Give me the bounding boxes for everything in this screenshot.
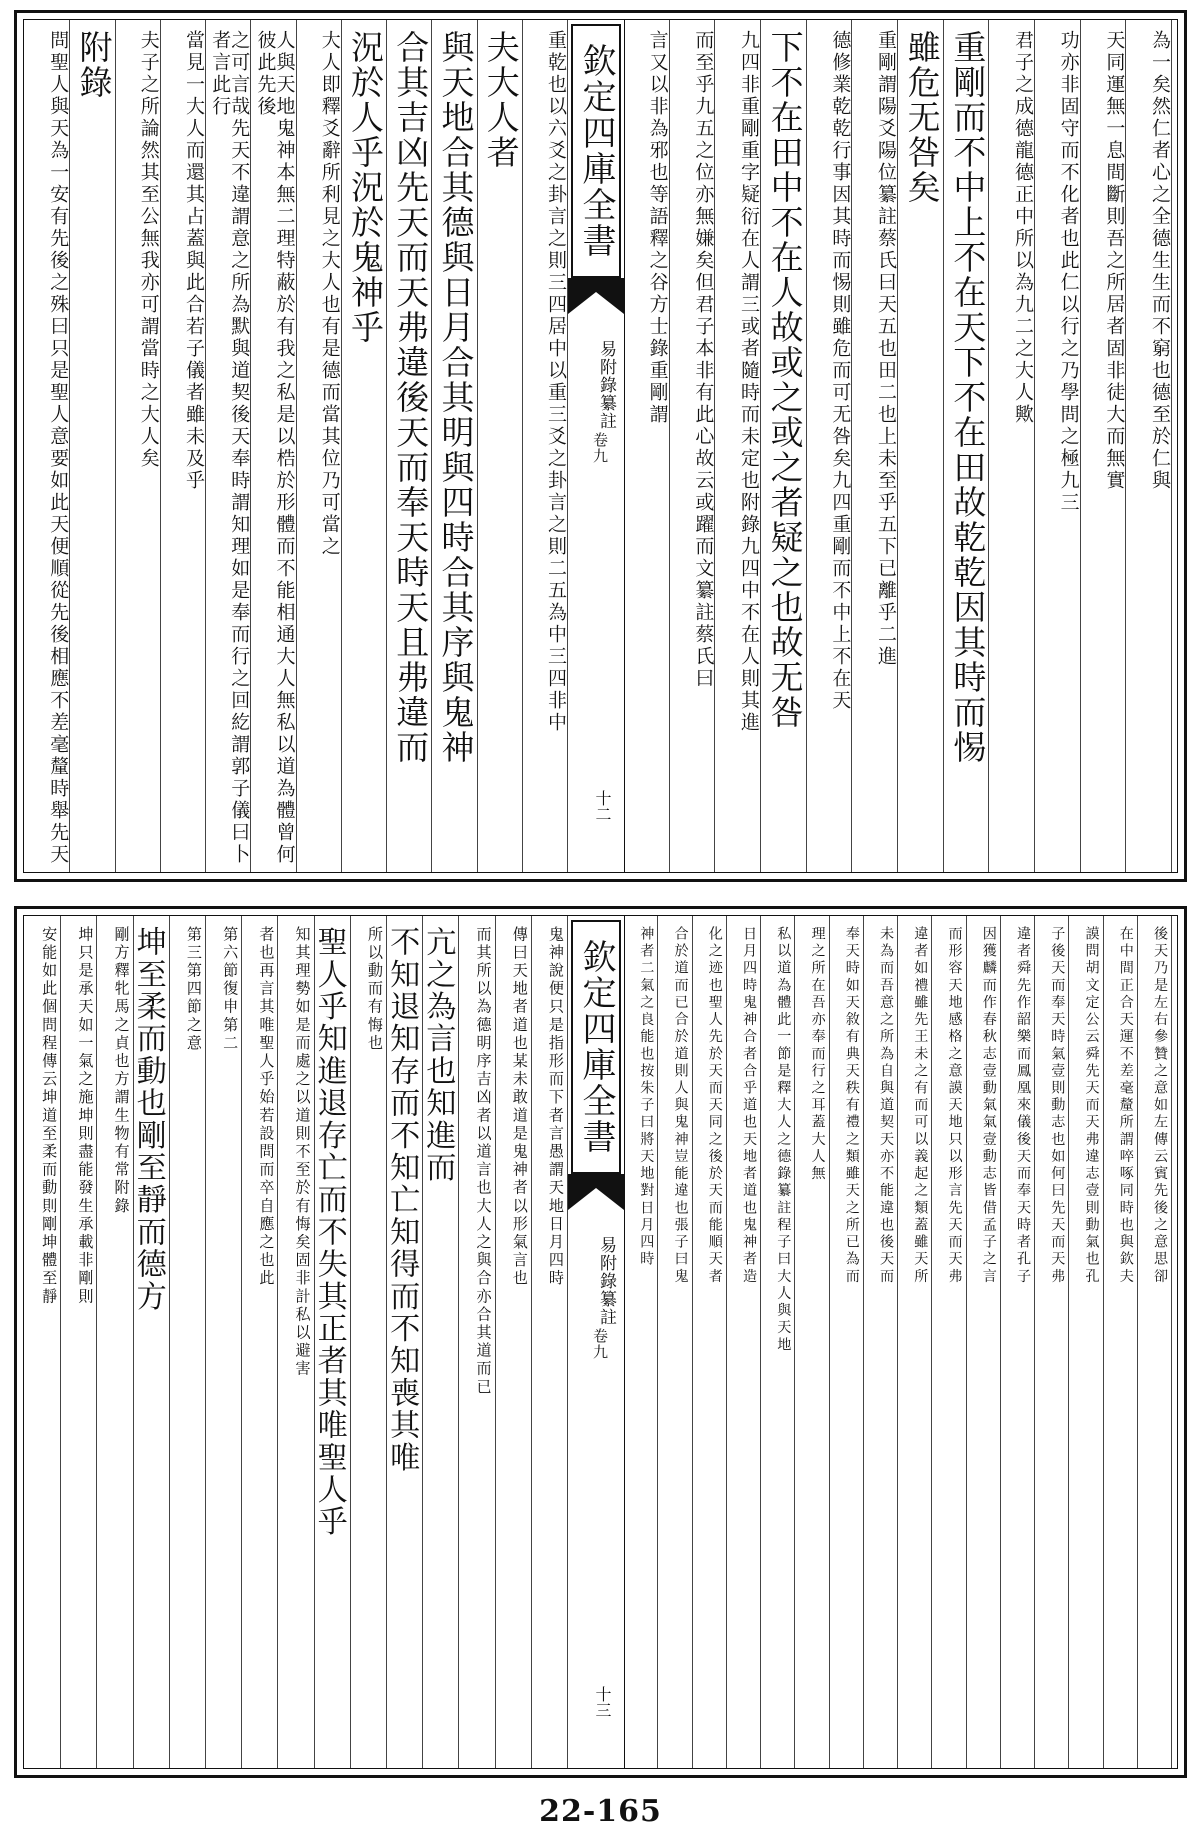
commentary-text: 違者如禮雖先王未之有而可以義起之類蓋雖天所 — [912, 926, 929, 1286]
commentary-column — [250, 20, 296, 872]
main-text-column — [130, 916, 170, 1768]
main-text-column — [386, 20, 432, 872]
commentary-text: 安能如此個問程傳云坤道至柔而動則剛坤體至靜 — [40, 926, 59, 1307]
volume-label: 卷九 — [591, 432, 609, 464]
commentary-text: 謨問胡文定公云舜先天而天弗違志壹則動氣也孔 — [1083, 926, 1100, 1286]
main-text-column — [943, 20, 990, 872]
commentary-column — [1103, 916, 1138, 1768]
top-center-strip — [567, 20, 625, 872]
commentary-text: 傳曰天地者道也某未敢道是鬼神者以形氣言也 — [510, 926, 529, 1288]
main-text: 夫大人者 — [481, 30, 521, 170]
commentary-text: 重剛謂陽爻陽位纂註蔡氏曰天五也田二也上未至乎五下已離乎二進 — [874, 30, 897, 668]
commentary-text: 為一矣然仁者心之全德生生而不窮也德至於仁與 — [1148, 30, 1171, 492]
commentary-column — [760, 916, 795, 1768]
commentary-column — [863, 916, 898, 1768]
commentary-column — [1080, 20, 1127, 872]
commentary-column — [96, 916, 133, 1768]
commentary-text: 第六節復申第二 — [221, 926, 240, 1053]
commentary-column — [531, 916, 568, 1768]
commentary-column — [623, 20, 670, 872]
commentary-column — [1034, 916, 1069, 1768]
commentary-column — [169, 916, 206, 1768]
commentary-text: 合於道而已合於道則人與鬼神豈能違也張子曰鬼 — [672, 926, 689, 1286]
main-text-column — [341, 20, 387, 872]
commentary-text: 九四非重剛重字疑衍在人謂三或者隨時而未定也附錄九四中不在人則其進 — [737, 30, 760, 734]
main-text-column — [69, 20, 115, 872]
commentary-column — [60, 916, 97, 1768]
main-text: 重剛而不中上不在天下不在田故乾乾因其時而惕 — [948, 30, 988, 765]
commentary-text: 在中間正合天運不差毫釐所謂啐啄同時也與欽夫 — [1117, 926, 1134, 1286]
commentary-text: 德修業乾乾行事因其時而惕則雖危而可无咎矣九四重剛而不中上不在天 — [829, 30, 852, 712]
volume-label: 卷九 — [591, 1328, 609, 1360]
commentary-column — [350, 916, 387, 1768]
main-text: 附錄 — [74, 30, 114, 100]
commentary-column — [623, 916, 658, 1768]
commentary-column — [988, 20, 1035, 872]
main-text: 合其吉凶先天而天弗違後天而奉天時天且弗違而 — [391, 30, 431, 765]
commentary-column — [806, 20, 853, 872]
main-text: 下不在田中不在人故或之或之者疑之也故无咎 — [765, 30, 805, 730]
commentary-column — [669, 20, 716, 872]
commentary-column — [1125, 20, 1172, 872]
commentary-column — [277, 916, 314, 1768]
commentary-column — [692, 916, 727, 1768]
commentary-text: 化之迹也聖人先於天而天同之後於天而能順天者 — [706, 926, 723, 1286]
commentary-text: 剛方釋牝馬之貞也方謂生物有常附錄 — [112, 926, 131, 1216]
commentary-column — [1137, 916, 1172, 1768]
bottom-page-frame — [14, 906, 1187, 1778]
commentary-text: 理之所在吾亦奉而行之耳蓋大人無 — [809, 926, 826, 1183]
main-text-column — [897, 20, 944, 872]
commentary-text: 而其所以為德明序吉凶者以道言也大人之與合亦合其道而已 — [474, 926, 493, 1397]
commentary-column — [115, 20, 161, 872]
book-title: 易附錄纂註 — [596, 340, 616, 430]
main-text: 聖人乎知進退存亡而不失其正者其唯聖人乎 — [311, 926, 347, 1538]
commentary-column — [522, 20, 568, 872]
main-text-column — [431, 20, 477, 872]
top-page-frame — [14, 10, 1187, 882]
commentary-text: 違者舜先作韶樂而鳳凰來儀後天而奉天時者孔子 — [1015, 926, 1031, 1286]
commentary-text: 第三第四節之意 — [184, 926, 203, 1053]
commentary-text: 人與天地鬼神本無二理特蔽於有我之私是以梏於形體而不能相通大人無私以道為體曾何彼此先後 — [254, 30, 296, 866]
leaf-number-top: 十二 — [593, 790, 612, 822]
commentary-text: 私以道為體此一節是釋大人之德錄纂註程子曰大人與天地 — [775, 926, 792, 1354]
commentary-column — [1068, 916, 1103, 1768]
main-text: 與天地合其德與日月合其明與四時合其序與鬼神 — [436, 30, 476, 765]
fishtail-ornament-icon — [568, 278, 624, 314]
commentary-column — [205, 916, 242, 1768]
main-text-column — [422, 916, 459, 1768]
main-text-column — [311, 916, 351, 1768]
commentary-column — [657, 916, 692, 1768]
commentary-text: 問聖人與天為一安有先後之殊曰只是聖人意要如此天便順從先後相應不差毫釐時舉先天 — [47, 30, 70, 866]
collection-title: 欽定四庫全書 — [571, 24, 621, 278]
commentary-text: 日月四時鬼神合者合乎道也天地者道也鬼神者造 — [741, 926, 757, 1286]
commentary-text: 君子之成德龍德正中所以為九二之大人歟 — [1011, 30, 1034, 426]
commentary-column — [160, 20, 206, 872]
commentary-text: 因獲麟而作春秋志壹動氣氣壹動志皆借孟子之言 — [980, 926, 997, 1286]
commentary-text: 坤只是承天如一氣之施坤則盡能發生承載非剛則 — [76, 926, 95, 1307]
leaf-number-bottom: 十三 — [593, 1686, 612, 1718]
main-text: 況於人乎況於鬼神乎 — [346, 30, 385, 345]
commentary-text: 奉天時如天敘有典天秩有禮之類雖天之所已為而 — [843, 926, 860, 1286]
commentary-column — [851, 20, 898, 872]
book-title: 易附錄纂註 — [596, 1236, 616, 1326]
top-page-inner-border — [23, 19, 1178, 873]
main-text-column — [477, 20, 523, 872]
commentary-text: 而至乎九五之位亦無嫌矣但君子本非有此心故云或躍而文纂註蔡氏曰 — [692, 30, 715, 690]
commentary-text: 所以動而有悔也 — [365, 926, 384, 1053]
commentary-column — [24, 20, 70, 872]
commentary-text: 天同運無一息間斷則吾之所居者固非徒大而無實 — [1103, 30, 1126, 492]
commentary-text: 後天乃是左右參贊之意如左傳云賓先後之意思卻 — [1152, 926, 1168, 1286]
commentary-text: 重乾也以六爻之卦言之則三四居中以重三爻之卦言之則二五為中三四非中 — [545, 30, 567, 734]
main-text-column — [760, 20, 807, 872]
commentary-column — [24, 916, 61, 1768]
commentary-column — [1034, 20, 1081, 872]
commentary-column — [966, 916, 1001, 1768]
commentary-column — [205, 20, 251, 872]
main-text-column — [386, 916, 423, 1768]
commentary-column — [726, 916, 761, 1768]
commentary-column — [1000, 916, 1035, 1768]
commentary-column — [241, 916, 278, 1768]
commentary-text: 知其理勢如是而處之以道則不至於有悔矣固非計私以避害 — [293, 926, 312, 1379]
commentary-text: 子後天而奉天時氣壹則動志也如何曰先天而天弗 — [1049, 926, 1066, 1286]
bottom-page-inner-border — [23, 915, 1178, 1769]
main-text: 坤至柔而動也剛至靜而德方 — [130, 926, 166, 1313]
main-text: 雖危无咎矣 — [902, 30, 942, 205]
main-text: 不知退知存而不知亡知得而不知喪其唯 — [384, 926, 420, 1474]
commentary-column — [296, 20, 342, 872]
commentary-column — [458, 916, 495, 1768]
commentary-text: 未為而吾意之所為自與道契天亦不能違也後天而 — [878, 926, 894, 1286]
commentary-text: 功亦非固守而不化者也此仁以行之乃學問之極九三 — [1057, 30, 1080, 514]
commentary-text: 鬼神說便只是指形而下者言愚謂天地日月四時 — [546, 926, 565, 1288]
commentary-text: 當見一大人而還其占蓋與此合若子儀者雖未及乎 — [183, 30, 205, 492]
page-number: 22-165 — [539, 1794, 662, 1829]
commentary-column — [794, 916, 829, 1768]
bottom-center-strip — [567, 916, 625, 1768]
commentary-text: 大人即釋爻辭所利見之大人也有是德而當其位乃可當之 — [318, 30, 341, 558]
commentary-column — [495, 916, 532, 1768]
commentary-text: 者也再言其唯聖人乎始若設問而卒自應之也此 — [257, 926, 276, 1288]
commentary-text: 言又以非為邪也等語釋之谷方士錄重剛謂 — [646, 30, 669, 426]
fishtail-ornament-icon — [568, 1174, 624, 1210]
collection-title: 欽定四庫全書 — [571, 920, 621, 1174]
commentary-text: 神者二氣之良能也按朱子曰將天地對日月四時 — [638, 926, 655, 1269]
commentary-column — [714, 20, 761, 872]
main-text: 亢之為言也知進而 — [420, 926, 456, 1184]
commentary-column — [931, 916, 966, 1768]
commentary-column — [829, 916, 864, 1768]
commentary-text: 夫子之所論然其至公無我亦可謂當時之大人矣 — [137, 30, 160, 470]
commentary-text: 之可言哉先天不違謂意之所為默與道契後天奉時謂知理如是奉而行之回紇謂郭子儀曰卜者言此行 — [209, 30, 251, 866]
commentary-text: 而形容天地感格之意謨天地只以形言先天而天弗 — [946, 926, 963, 1286]
commentary-column — [897, 916, 932, 1768]
